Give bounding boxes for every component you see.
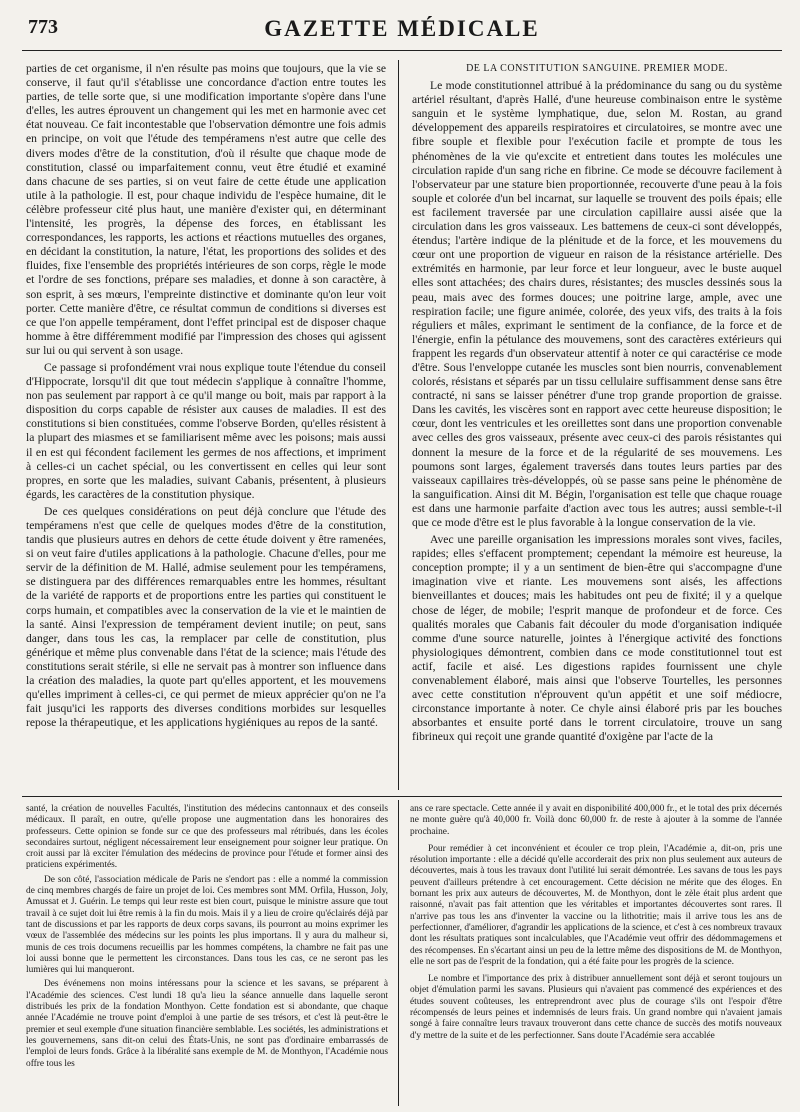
column-divider xyxy=(398,800,399,1106)
paragraph: Pour remédier à cet inconvénient et écouler ce trop plein, l'Académie a, dit-on, pris une résolution importante : elle a décidé qu'elle accorderait des prix non plus seulement aux auteurs de découvertes, mais à tous les travaux dont l'utilité lui serait démontrée. Les savans de tous les pays peuvent d'ailleurs prétendre à cet encouragement. Cette décision ne mérite que des éloges. En bornant les prix aux auteurs de découvertes, M. de Monthyon, dont le zèle était plus ardent que raisonné, n'avait pas fait attention que les véritables et importantes découvertes sont rares. Il n'arrive pas tous les ans d'inventer la vaccine ou la lithotritie; mais il arrive tous les ans de perfectionner, d'améliorer, d'agrandir les applications de la science, et c'est à ces nombreux travaux dont les résultats pratiques sont incalculables, que l'Académie veut offrir des dédommagemens et des récompenses. En s'écartant ainsi un peu de la lettre même des dispositions de M. de Monthyon, elle ne sort pas de l'esprit de la fondation, qui a été faite pour les progrès de la science. xyxy=(410,843,782,967)
paragraph: De ces quelques considérations on peut déjà conclure que l'étude des tempéramens n'est que celle de quelques modes d'être de la constitution, tandis que plusieurs autres en dehors de cette étude doivent y être ramenées, si on veut faire d'utiles applications à la pathologie. Chacune d'elles, pour me servir de la définition de M. Hallé, admise seulement pour les tempéramens, se distinguera par des différences remarquables entre les hommes, résultant de la variété de rapports et de proportions entre les parties qui constituent le corps humain, et compatibles avec la conservation de la vie et le maintien de la santé. Ainsi l'expression de tempérament devient inutile; on peut, sans danger, dans tous les cas, la remplacer par celle de constitution, plus générique et même plus convenable dans l'état de la science; mais l'étude des constitutions serait stérile, si elle ne servait pas à montrer son influence dans la création des maladies, la quote part qu'elles apportent, et les mouvemens qu'elles impriment à celles-ci, ce qui permet de mieux apprécier qu'on ne l'a fait jusqu'ici les rapports des diverses conditions morbides sur lesquelles repose la thérapeutique, et les applications hygiéniques au repos de la santé. xyxy=(26,504,386,730)
paragraph: Le nombre et l'importance des prix à distribuer annuellement sont déjà et seront toujours un objet d'émulation parmi les savans. Plusieurs qui n'avaient pas commencé des expériences et des études souvent coûteuses, les entreprendront avec plus de courage s'ils ont l'espoir d'être récompensés de leurs peines et indemnisés de leurs frais. Un grand nombre qui n'avaient jamais songé à faire connaître leurs travaux trouveront dans cette chance de succès des motifs nouveaux d'y mettre de la suite et de les perfectionner. Sans doute l'Académie sera accablée xyxy=(410,974,782,1041)
top-left-column xyxy=(26,62,386,788)
bottom-left-column xyxy=(26,804,388,1106)
paragraph: Des événemens non moins intéressans pour la science et les savans, se préparent à l'Académie des sciences. C'est lundi 18 qu'a lieu la séance annuelle dans laquelle seront distribués les prix de la fondation Monthyon. Cette fondation est si abondante, que chaque année l'Académie ne trouve point d'emploi à une partie de ses trésors, et c'est là peut-être le premier et seul exemple d'une situation financière semblable. Les sociétés, les administrations et les gouvernemens, sans dit-on celui des États-Unis, ne sont pas d'ordinaire embarrassés de l'emploi de leurs fonds. Grâce à la libéralité sans exemple de M. de Monthyon, l'Académie nous offre tous les xyxy=(26,979,388,1069)
section-rule xyxy=(22,796,782,797)
header-rule xyxy=(22,50,782,51)
paragraph: De son côté, l'association médicale de Paris ne s'endort pas : elle a nommé la commission de cinq membres chargés de faire un projet de loi. Ces membres sont MM. Orfila, Husson, Joly, Amussat et J. Guérin. Le temps qui leur reste est bien court, puisque le ministre assure que tout travail à ce sujet doit lui être remis à la fin du mois. Mais il y a lieu de croire qu'éclairés déjà par tant de discussions et par les rapports de deux corps savans, ils pourront au moins exprimer les vœux de l'assemblée des médecins sur les points les plus importans. Il y aura du malheur si, munis de ces trois documens recueillis par les hommes compétens, la chambre ne fait pas une loi aussi bonne que le permettent les circonstances. Dans tous les cas, ce ne seront pas les lumières qui lui manqueront. xyxy=(26,874,388,976)
column-divider xyxy=(398,60,399,790)
paragraph: parties de cet organisme, il n'en résulte pas moins que toujours, que la vie se conserve, il faut qu'il s'établisse une concordance d'action entre toutes les parties, de telle sorte que, si une modification importante s'opère dans l'une d'elles, les autres éprouvent un changement qui les met en harmonie avec cet état nouveau. Ce fait incontestable que l'observation démontre une fois admis en principe, on voit que l'étude des tempéramens n'est autre que celle des divers modes d'être de la constitution, d'où il résulte que chaque mode de constitution, classé ou imparfaitement connu, veut être étudié et examiné dans chacune de ses parties, si on veut faire de cette étude une application utile à la pathologie. Il est, pour chaque individu de l'espèce humaine, dit le célèbre professeur cité plus haut, une manière d'exister qui, en déterminant l'intensité, les progrès, la dépense des forces, en établissant les correspondances, les rapports, les actions et réactions mutuelles des organes, en décidant la constitution, la nature, l'état, les proportions des solides et des fluides, fixe l'ensemble des propriétés intérieures de son corps, règle le mode et l'ordre de ses fonctions, prépare ses maladies, et donne à son caractère, à son esprit, à ses mœurs, l'empreinte distinctive et dominante qu'on leur voit porter. Cette manière d'être, ce résultat commun de conditions si diverses est ce que l'on appelle tempérament, dont l'effet principal est de disposer chaque homme à être différemment modifié par l'impression des choses qui agissent sur lui ou qui servent à son usage. xyxy=(26,62,386,357)
page-number: 773 xyxy=(28,16,58,38)
bottom-right-column xyxy=(410,804,782,1106)
paragraph: ans ce rare spectacle. Cette année il y avait en disponibilité 400,000 fr., et le total des prix décernés ne monte guère qu'à 40,000 fr. Voilà donc 60,000 fr. de reste à ajouter à la somme de l'année prochaine. xyxy=(410,804,782,837)
paragraph: Ce passage si profondément vrai nous explique toute l'étendue du conseil d'Hippocrate, lorsqu'il dit que tout médecin s'applique à connaître l'homme, non pas seulement par rapport à ce qu'il mange ou boit, mais par rapport à la disposition du corps capable de résister aux causes de maladies. Il est des constitutions si bien constituées, comme l'observe Borden, qu'elles résistent à la plupart des miasmes et se familiarisent même avec les poisons; mais aussi il en est qui fécondent facilement les germes de nos affections, et impriment à celles-ci un cachet spécial, ou les convertissent en celles qui leur sont propres, en sorte que les maladies, suivant Cabanis, présentent, à plusieurs égards, les caractères de la constitution physique. xyxy=(26,360,386,501)
paragraph: Le mode constitutionnel attribué à la prédominance du sang ou du système artériel résultant, d'après Hallé, d'une heureuse combinaison entre le système sanguin et le système lymphatique, due, selon M. Rostan, au grand développement des appareils respiratoires et circulatoires, se montre avec une fibre souple et flexible pour l'exécution facile et prompte de tous les phénomènes de la vie qu'excite et entretient dans toutes les molécules une circulation rapide d'un sang riche en fibrine. Ce mode se découvre facilement à l'observateur par une stature bien proportionnée, recouverte d'une peau à la fois souple et colorée d'un bel incarnat, sur laquelle se trouvent des poils épais; elle est facilement traversée par une circulation capillaire aussi aisée que la circulation dans les gros vaisseaux. Les battemens de ceux-ci sont développés, étendus; l'artère indique de la plénitude et de la force, et les mouvemens du cœur ont une proportion de vigueur en raison de la résistance artérielle. Des extrémités en harmonie, par leur force et leur longueur, avec le buste auquel elles sont attachées; des chairs dures, résistantes; des muscles dessinés sous la peau, mais avec des formes douces; une poitrine large, ample, avec une respiration facile; une figure animée, colorée, des yeux vifs, des traits à la fois réguliers et mâles, exprimant le sentiment de la confiance, de la force et de l'énergie, enfin la pétulance des mouvemens, sont des caractères extérieurs qui frappent les regards d'un observateur attentif à noter ce qui caractérise ce mode d'être. Sous l'enveloppe cutanée les muscles sont bien nourris, convenablement colorés, résistans et séparés par un tissu cellulaire suffisamment dense sans être contracté, ni sans se laisser pénétrer d'une trop grande proportion de graisse. Dans les cavités, les viscères sont en rapport avec cette heureuse disposition; le cœur, dont les ventricules et les oreillettes sont dans une proportion convenable avec celles des gros vaisseaux, présente avec ceux-ci des parois résistantes qui donnent la mesure de la force et de la régularité de ses mouvemens. Les poumons sont larges, également traversés dans toutes leurs parties par des vaisseaux capillaires très-développés, où se passe sans peine le phénomène de la sanguification. Ainsi dit M. Bégin, l'organisation est telle que chaque rouage est dans une harmonie parfaite d'action avec tous les autres; aussi semble-t-il que ce mode d'être est le plus favorable à la longue conservation de la vie. xyxy=(412,79,782,529)
paragraph: santé, la création de nouvelles Facultés, l'institution des médecins cantonnaux et des conseils médicaux. Il paraît, en outre, qu'elle propose une augmentation dans les honoraires des professeurs. Cette opinion se fonde sur ce que des professeurs mal rétribués, dans les écoles secondaires surtout, négligent nécessairement leur enseignement pour soigner leur pratique. On croit aussi par là exciter l'émulation des médecins de province pour l'étude et former ainsi des praticiens expérimentés. xyxy=(26,804,388,871)
page-header xyxy=(22,14,782,44)
journal-title: GAZETTE MÉDICALE xyxy=(264,16,540,41)
section-title: DE LA CONSTITUTION SANGUINE. PREMIER MODE. xyxy=(466,63,728,74)
top-right-column xyxy=(412,62,782,788)
paragraph: Avec une pareille organisation les impressions morales sont vives, faciles, rapides; elles s'effacent promptement; cependant la mémoire est heureuse, la conception prompte; il y a un sentiment de bien-être qui s'accompagne d'une imagination vive et riante. Les mouvemens sont aisés, les affections bienveillantes et douces; mais les habitudes ont peu de fixité; il y a quelque chose de léger, de mobile; l'esprit manque de profondeur et de force. Ces qualités morales que Cabanis fait découler du mode d'organisation indiquée comme d'une source naturelle, jointes à l'énergique activité des fonctions physiologiques démontrent, combien dans ce mode constitutionnel tout est actif, facile et aisé. Les digestions rapides fournissent une chyle convenablement élaboré, mais ainsi que l'observe Tourtelles, les personnes avec cette constitution n'éprouvent qu'un appétit et une soif médiocre, circonstance importante à noter. Ce chyle ainsi élaboré pris par les bouches absorbantes et ensuite porté dans le torrent circulatoire, trouve un sang fibrineux qui reçoit une grande quantité d'oxigène par l'acte de la xyxy=(412,533,782,744)
